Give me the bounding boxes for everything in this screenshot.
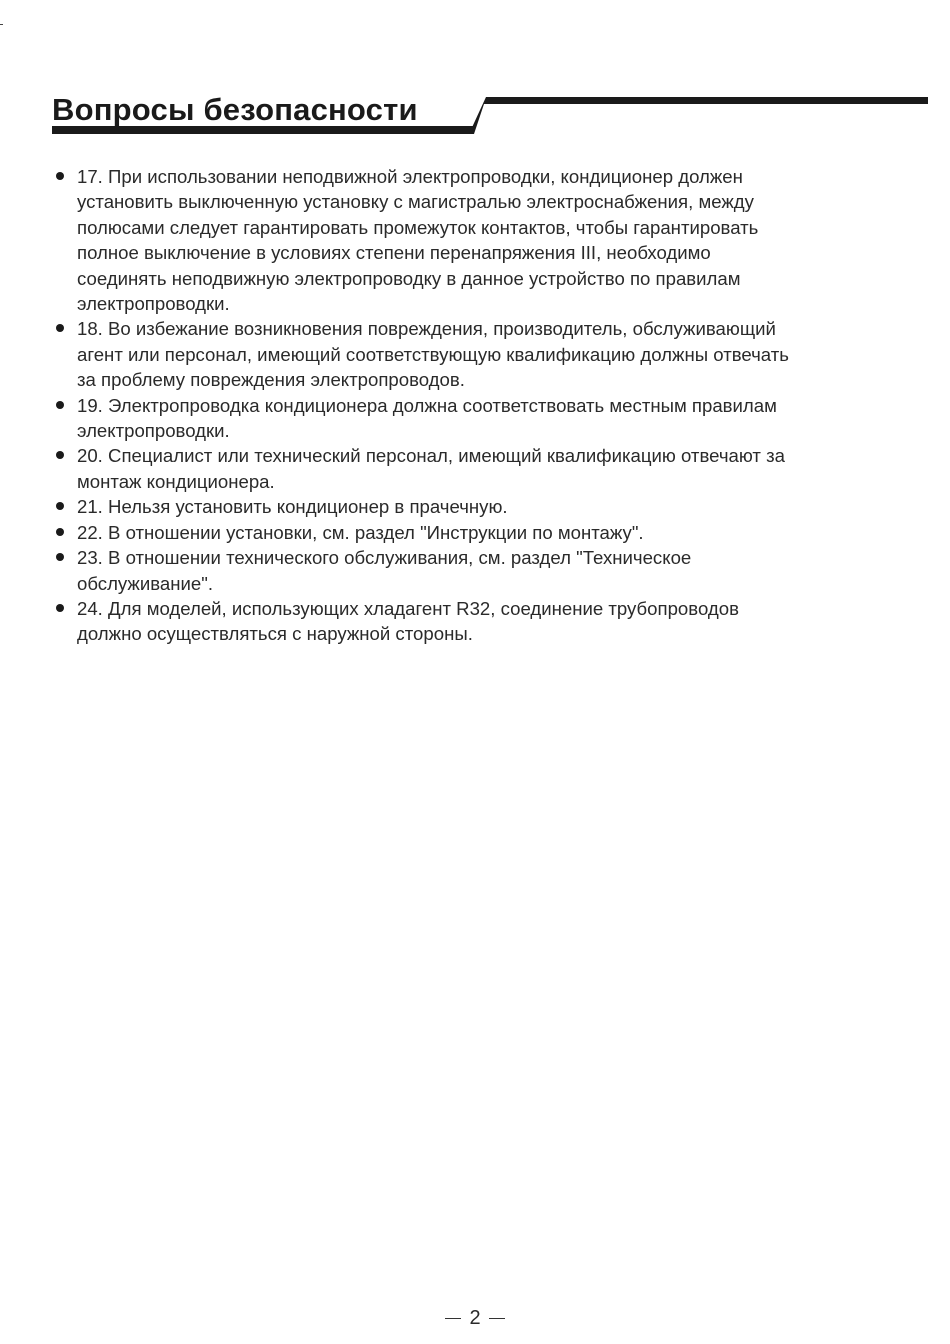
item-text: 20. Специалист или технический персонал, имеющий квалификацию отвечают за монтаж кондиционера. bbox=[77, 445, 785, 492]
bullet-icon bbox=[56, 553, 64, 561]
bullet-icon bbox=[56, 604, 64, 612]
item-text: 17. При использовании неподвижной электропроводки, кондиционер должен установить выключенную установку с магистралью электроснабжения, между полюсами следует гарантировать промежуток контактов, чтобы гарантировать полное выключение в условиях степени перенапряжения III, необходимо соединять неподвижную электропроводку в данное устройство по правилам электропроводки. bbox=[77, 166, 759, 315]
bullet-icon bbox=[56, 451, 64, 459]
page-footer bbox=[0, 1307, 950, 1330]
footer-dash-right bbox=[489, 1318, 505, 1319]
header-slant-rule bbox=[469, 97, 928, 134]
bullet-icon bbox=[56, 324, 64, 332]
bullet-icon bbox=[56, 502, 64, 510]
list-item bbox=[52, 520, 922, 545]
corner-mark bbox=[0, 24, 3, 25]
footer-dash-left bbox=[445, 1318, 461, 1319]
safety-list bbox=[52, 164, 922, 647]
list-item bbox=[52, 164, 922, 316]
item-text: 19. Электропроводка кондиционера должна соответствовать местным правилам электропроводки. bbox=[77, 394, 777, 442]
item-text: 18. Во избежание возникновения повреждения, производитель, обслуживающий агент или персонал, имеющий соответствующую квалификацию должны отвечать за проблему повреждения электропроводов. bbox=[77, 318, 789, 391]
item-text: 24. Для моделей, использующих хладагент R32, соединение трубопроводов должно осуществляться с наружной стороны. bbox=[77, 597, 739, 645]
section-header bbox=[0, 88, 950, 138]
list-item bbox=[52, 316, 922, 392]
list-item bbox=[52, 596, 922, 647]
list-item bbox=[52, 494, 922, 519]
bullet-icon bbox=[56, 528, 64, 536]
page-number: 2 bbox=[469, 1307, 481, 1329]
item-text: 23. В отношении технического обслуживания, см. раздел "Техническое обслуживание". bbox=[77, 547, 692, 594]
bullet-icon bbox=[56, 401, 64, 409]
list-item bbox=[52, 393, 922, 444]
page-title: Вопросы безопасности bbox=[52, 92, 418, 127]
list-item bbox=[52, 545, 922, 596]
bullet-icon bbox=[56, 172, 64, 180]
item-text: 22. В отношении установки, см. раздел "Инструкции по монтажу". bbox=[77, 521, 644, 543]
item-text: 21. Нельзя установить кондиционер в прачечную. bbox=[77, 496, 508, 518]
list-item bbox=[52, 443, 922, 494]
